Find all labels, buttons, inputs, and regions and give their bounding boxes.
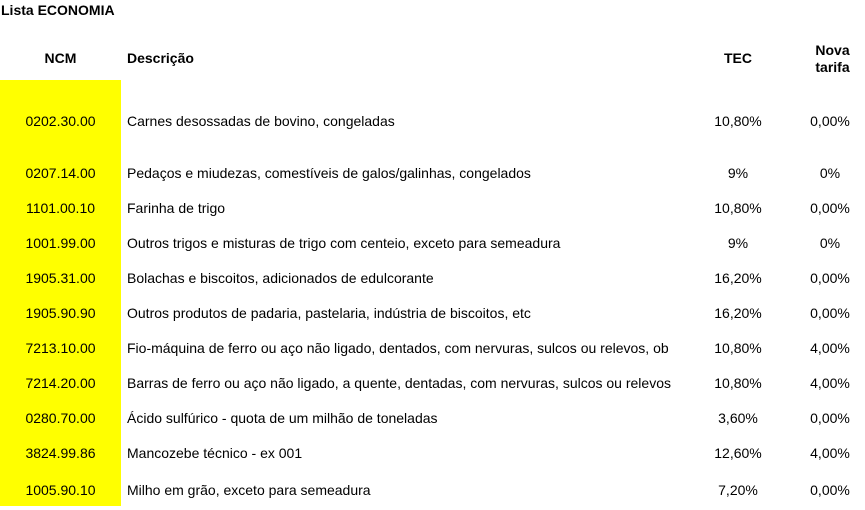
cell-ncm[interactable]: 0207.14.00 [25, 165, 96, 181]
table-row[interactable] [0, 480, 865, 500]
cell-nova-tarifa[interactable]: 4,00% [810, 375, 850, 391]
table-row[interactable] [0, 268, 865, 288]
cell-tec[interactable]: 16,20% [714, 270, 762, 286]
cell-nova-tarifa[interactable]: 4,00% [810, 340, 850, 356]
cell-descricao[interactable]: Outros produtos de padaria, pastelaria, indústria de biscoitos, etc [127, 305, 531, 321]
cell-nova-tarifa[interactable]: 0,00% [810, 482, 850, 498]
cell-tec[interactable]: 3,60% [718, 410, 758, 426]
table-row[interactable] [0, 233, 865, 253]
cell-nova-tarifa[interactable]: 0,00% [810, 113, 850, 129]
table-row[interactable] [0, 303, 865, 323]
column-header-ncm[interactable]: NCM [44, 50, 77, 66]
cell-tec[interactable]: 10,80% [714, 200, 762, 216]
cell-ncm[interactable]: 1001.99.00 [25, 235, 96, 251]
cell-descricao[interactable]: Barras de ferro ou aço não ligado, a quente, dentadas, com nervuras, sulcos ou relevos [127, 375, 671, 391]
cell-descricao[interactable]: Outros trigos e misturas de trigo com centeio, exceto para semeadura [127, 235, 561, 251]
table-row[interactable] [0, 408, 865, 428]
cell-tec[interactable]: 12,60% [714, 445, 762, 461]
cell-tec[interactable]: 16,20% [714, 305, 762, 321]
cell-ncm[interactable]: 1905.90.90 [25, 305, 96, 321]
cell-descricao[interactable]: Ácido sulfúrico - quota de um milhão de toneladas [127, 410, 438, 426]
cell-descricao[interactable]: Fio-máquina de ferro ou aço não ligado, dentados, com nervuras, sulcos ou relevos, ob [127, 340, 669, 356]
cell-ncm[interactable]: 3824.99.86 [25, 445, 96, 461]
cell-nova-tarifa[interactable]: 0,00% [810, 270, 850, 286]
cell-descricao[interactable]: Pedaços e miudezas, comestíveis de galos/galinhas, congelados [127, 165, 531, 181]
cell-tec[interactable]: 10,80% [714, 340, 762, 356]
cell-nova-tarifa[interactable]: 0,00% [810, 200, 850, 216]
cell-nova-tarifa[interactable]: 0,00% [810, 305, 850, 321]
column-header-tec[interactable]: TEC [724, 50, 752, 66]
cell-nova-tarifa[interactable]: 4,00% [810, 445, 850, 461]
cell-ncm[interactable]: 1101.00.10 [25, 200, 96, 216]
cell-tec[interactable]: 9% [727, 235, 749, 251]
cell-ncm[interactable]: 0202.30.00 [25, 113, 96, 129]
cell-ncm[interactable]: 1905.31.00 [25, 270, 96, 286]
table-row[interactable] [0, 373, 865, 393]
table-row[interactable] [0, 443, 865, 463]
cell-descricao[interactable]: Farinha de trigo [127, 200, 226, 216]
cell-descricao[interactable]: Milho em grão, exceto para semeadura [127, 482, 371, 498]
column-header-nova-tarifa[interactable] [800, 42, 865, 76]
cell-tec[interactable]: 10,80% [714, 375, 762, 391]
cell-ncm[interactable]: 1005.90.10 [25, 482, 96, 498]
column-header-descricao[interactable]: Descrição [127, 50, 194, 66]
table-row[interactable] [0, 198, 865, 218]
table-row[interactable] [0, 163, 865, 183]
cell-tec[interactable]: 7,20% [718, 482, 758, 498]
table-row[interactable] [0, 338, 865, 358]
cell-ncm[interactable]: 7213.10.00 [25, 340, 96, 356]
cell-tec[interactable]: 10,80% [714, 113, 762, 129]
column-header-nova-tarifa-line1: Nova [815, 42, 850, 58]
sheet-title: Lista ECONOMIA [1, 2, 115, 18]
cell-ncm[interactable]: 0280.70.00 [25, 410, 96, 426]
cell-descricao[interactable]: Mancozebe técnico - ex 001 [127, 445, 303, 461]
cell-ncm[interactable]: 7214.20.00 [25, 375, 96, 391]
cell-descricao[interactable]: Carnes desossadas de bovino, congeladas [127, 113, 395, 129]
cell-descricao[interactable]: Bolachas e biscoitos, adicionados de edulcorante [127, 270, 434, 286]
column-header-nova-tarifa-line2: tarifa [815, 59, 850, 75]
cell-tec[interactable]: 9% [727, 165, 749, 181]
cell-nova-tarifa[interactable]: 0% [819, 165, 841, 181]
table-row[interactable] [0, 111, 865, 131]
cell-nova-tarifa[interactable]: 0,00% [810, 410, 850, 426]
cell-nova-tarifa[interactable]: 0% [819, 235, 841, 251]
